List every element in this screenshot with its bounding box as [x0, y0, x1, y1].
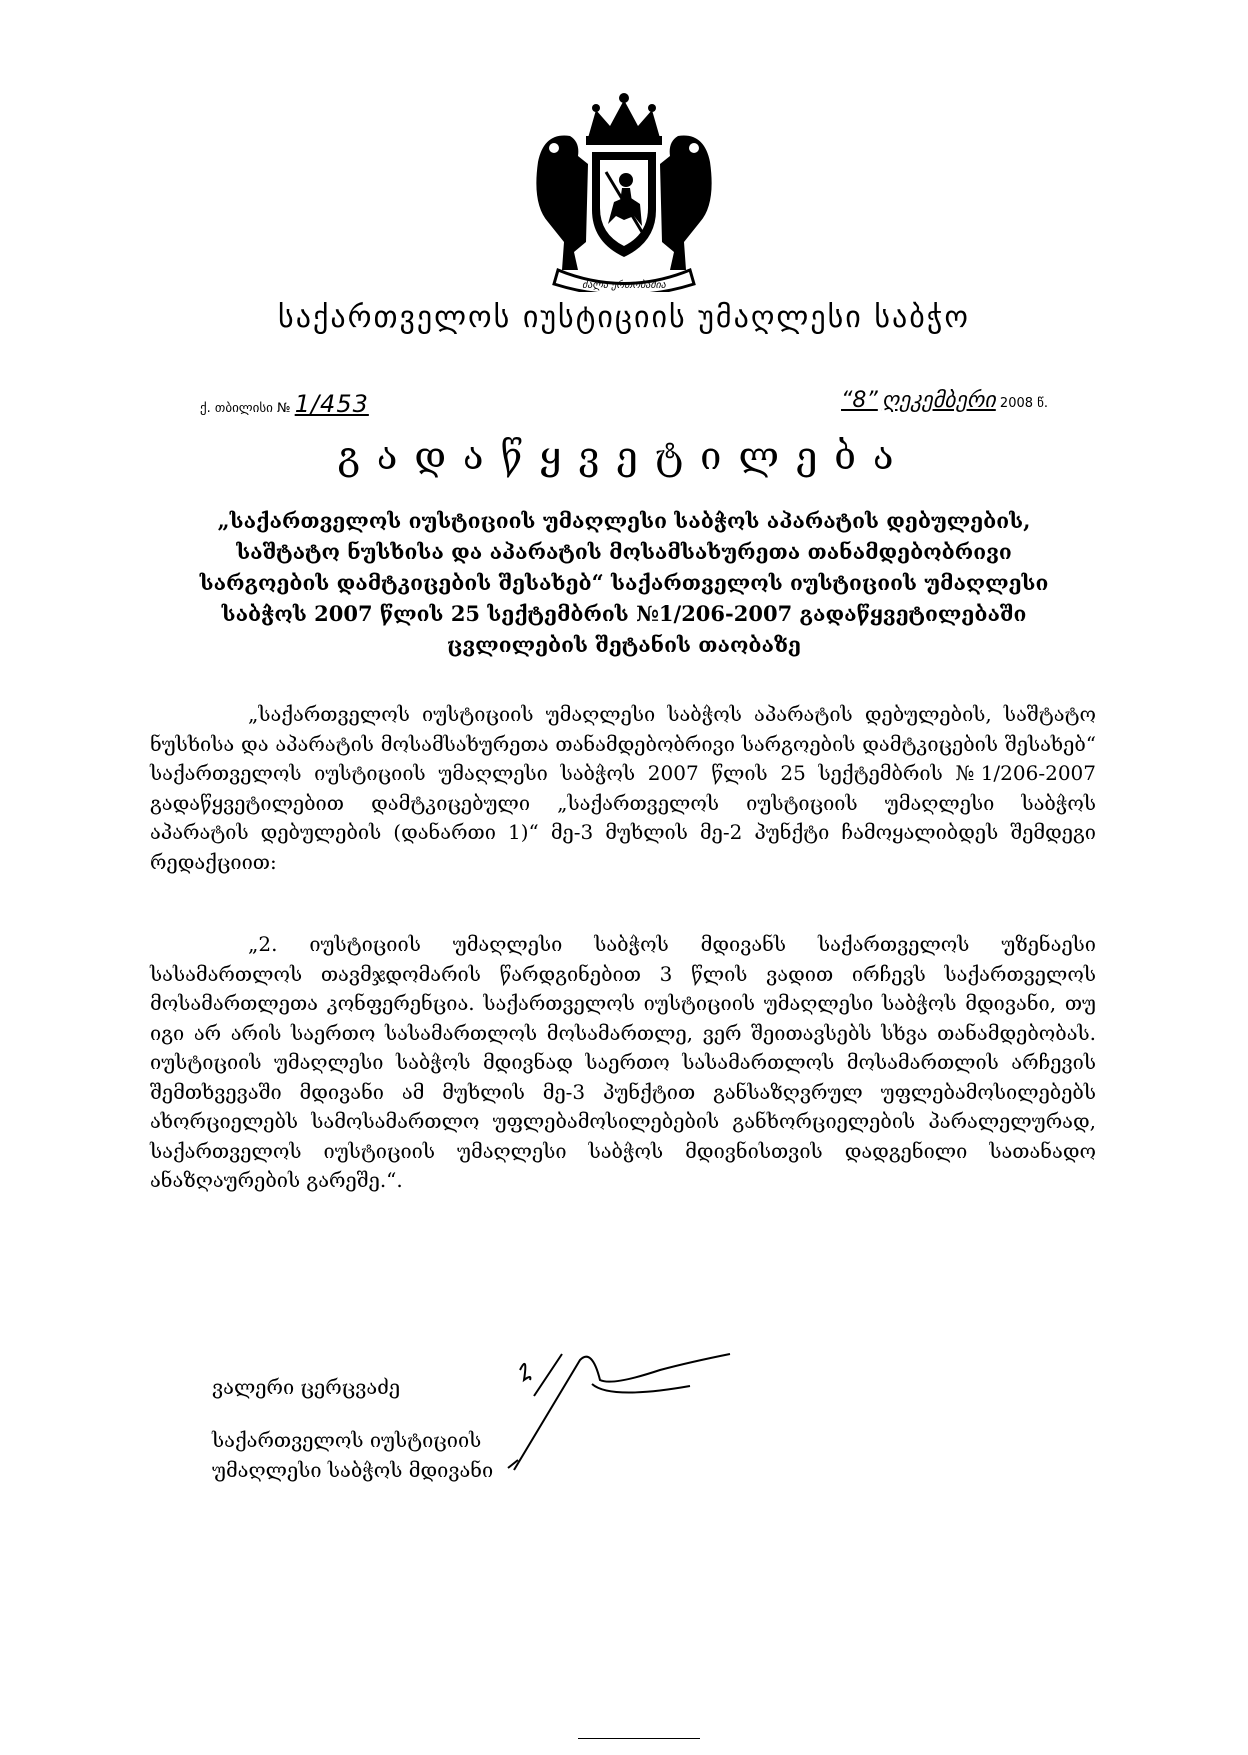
date-day: “8”	[841, 388, 878, 413]
document-title: გადაწყვეტილება	[337, 434, 911, 478]
council-name-header: საქართველოს იუსტიციის უმაღლესი საბჭო	[278, 300, 970, 335]
body-paragraph-2: „2. იუსტიციის უმაღლესი საბჭოს მდივანს საქართველოს უზენაესი სასამართლოს თავმჯდომარის წარდგინებით 3 წლის ვადით ირჩევს საქართველოს მოსამართლეთა კონფერენცია. საქართველოს იუსტიციის უმაღლესი საბჭოს მდივანი, თუ იგი არ არის საერთო სასამართლოს მოსამართლე, ვერ შეითავსებს სხვა თანამდებობას. იუსტიციის უმაღლესი საბჭოს მდივნად საერთო სასამართლოს მოსამართლის არჩევის შემთხვევაში მდივანი ამ მუხლის მე-3 პუნქტით განსაზღვრულ უფლებამოსილებებს ახორციელებს სამოსამართლო უფლებამოსილებების განხორციელების პარალელურად, საქართველოს იუსტიციის უმაღლესი საბჭოს მდივნისთვის დადგენილი სათანადო ანაზღაურების გარეშე.“.	[150, 932, 1096, 1192]
signer-position-line-2: უმაღლესი საბჭოს მდივანი	[212, 1458, 494, 1482]
footer-rule	[578, 1738, 700, 1739]
date-month: ღეკემბერი	[881, 388, 996, 413]
document-date	[841, 388, 1048, 413]
emblem-ribbon-text: ძალა ერთობაშია	[582, 280, 666, 291]
registration-prefix: ქ. თბილისი №	[200, 401, 291, 416]
signer-name: ვალერი ცერცვაძე	[212, 1375, 401, 1399]
handwritten-signature	[500, 1340, 740, 1480]
coat-of-arms-icon	[518, 92, 730, 292]
registration-number: 1/453	[294, 390, 369, 418]
signer-position-line-1: საქართველოს იუსტიციის	[212, 1428, 482, 1452]
date-year: 2008 წ.	[999, 396, 1048, 411]
registration-line	[200, 390, 369, 418]
document-subject: „საქართველოს იუსტიციის უმაღლესი საბჭოს აპარატის დებულების, საშტატო ნუსხისა და აპარატის მოსამსახურეთა თანამდებობრივი სარგოების დამტკიცების შესახებ“ საქართველოს იუსტიციის უმაღლესი საბჭოს 2007 წლის 25 სექტემბრის №1/206-2007 გადაწყვეტილებაში ცვლილების შეტანის თაობაზე	[199, 508, 1049, 657]
body-paragraph-1: „საქართველოს იუსტიციის უმაღლესი საბჭოს აპარატის დებულების, საშტატო ნუსხისა და აპარატის მოსამსახურეთა თანამდებობრივი სარგოების დამტკიცების შესახებ“ საქართველოს იუსტიციის უმაღლესი საბჭოს 2007 წლის 25 სექტემბრის №1/206-2007 გადაწყვეტილებით დამტკიცებული „საქართველოს იუსტიციის უმაღლესი საბჭოს აპარატის დებულების (დანართი 1)“ მე-3 მუხლის მე-2 პუნქტი ჩამოყალიბდეს შემდეგი რედაქციით:	[150, 702, 1096, 874]
